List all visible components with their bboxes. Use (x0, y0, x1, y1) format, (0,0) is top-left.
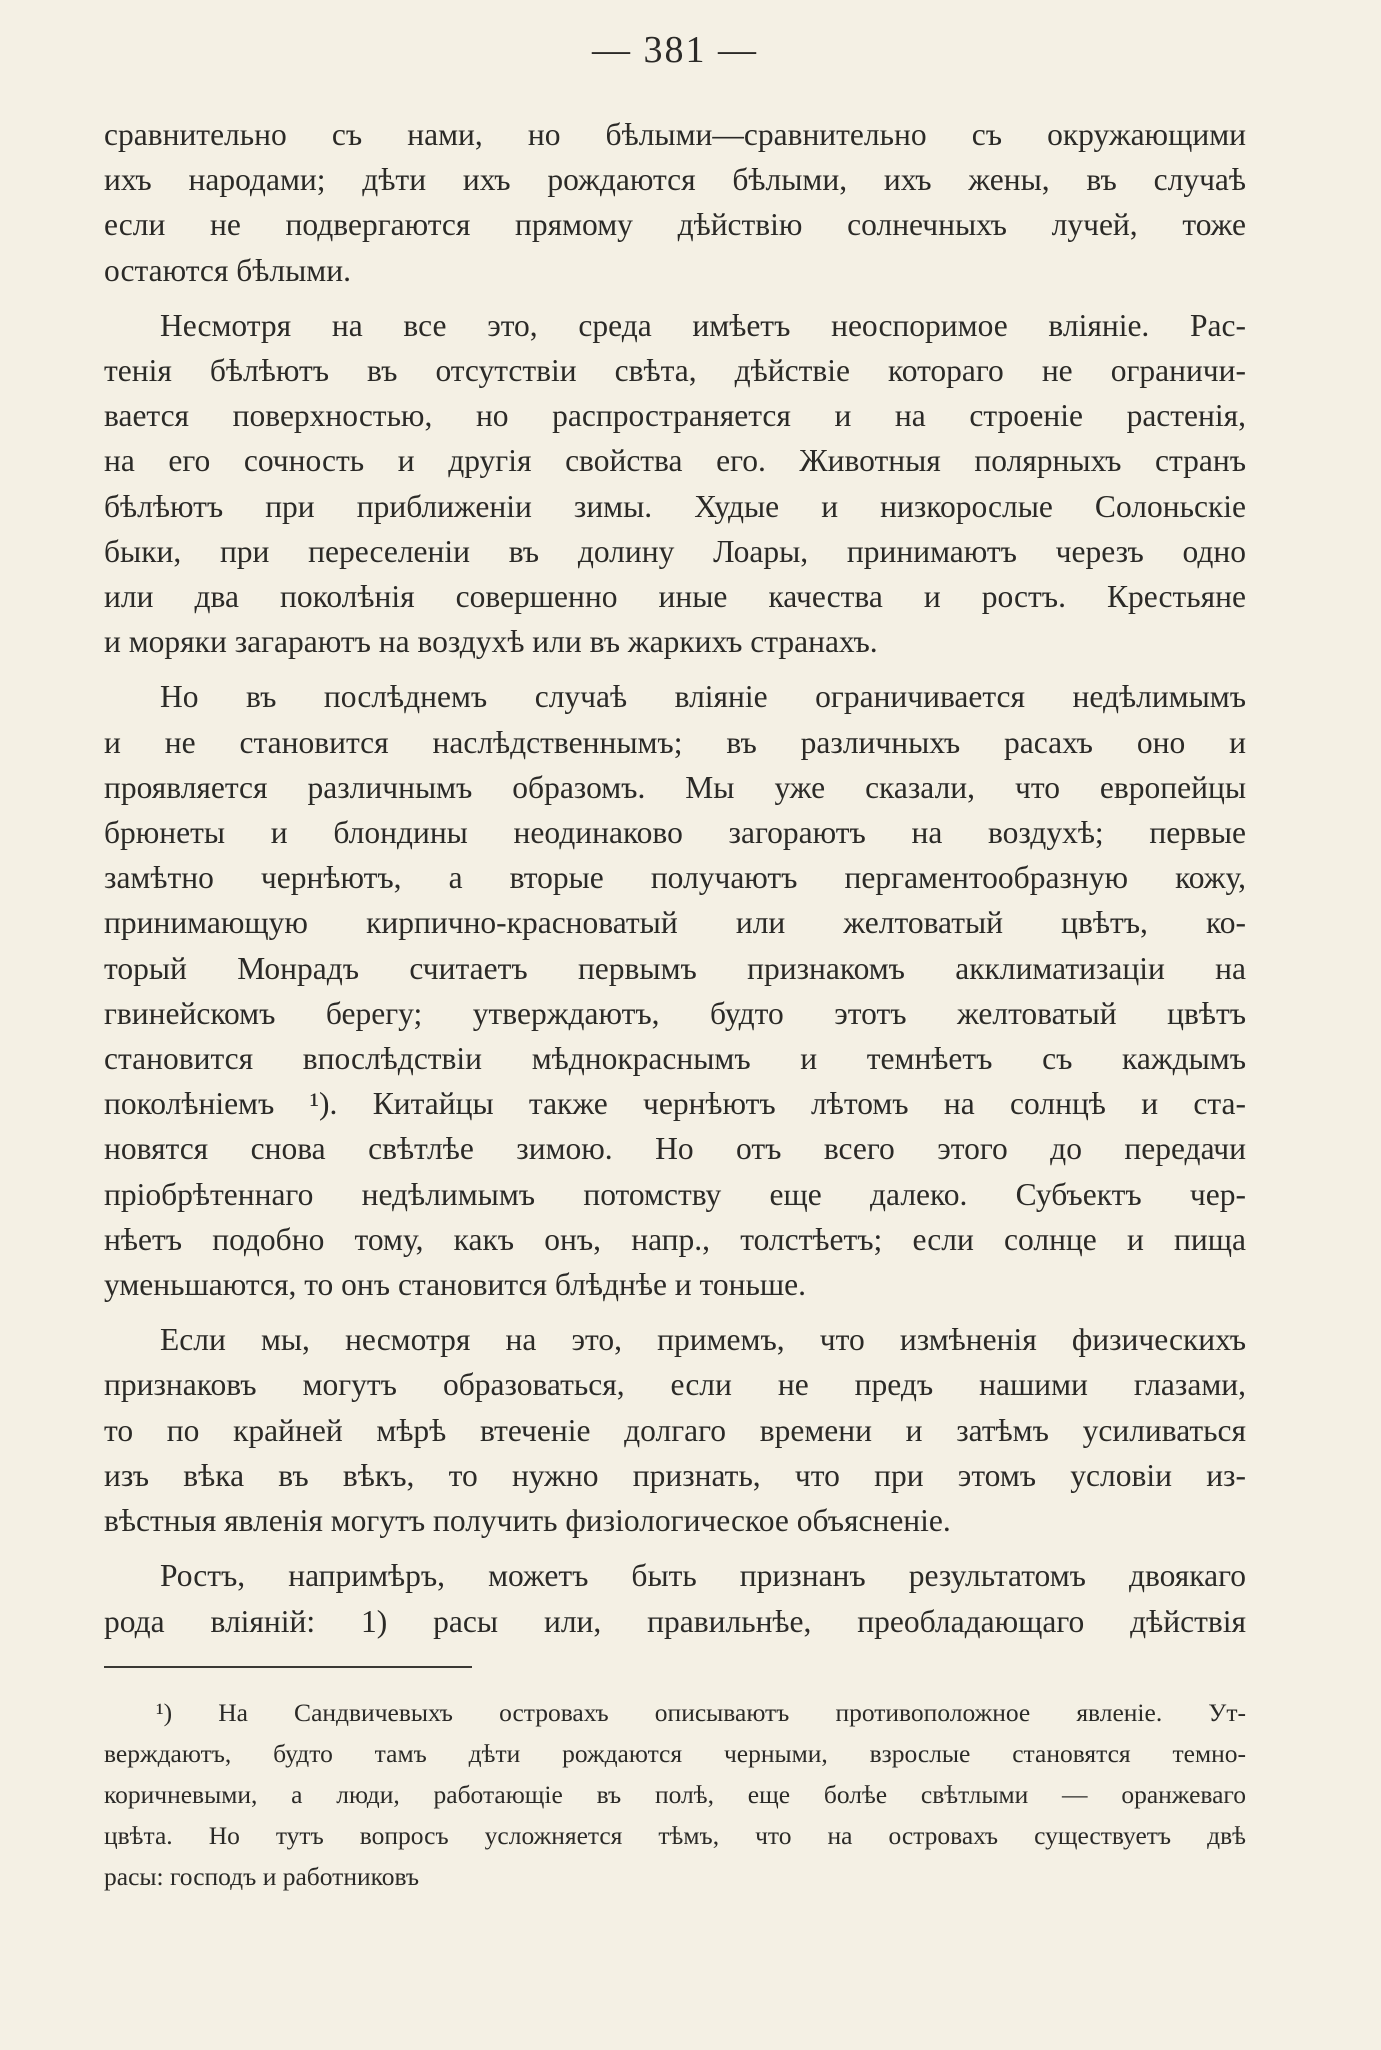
paragraph-1 (104, 112, 1246, 293)
paragraph-3 (104, 674, 1246, 1307)
text-line: ихъ народами; дѣти ихъ рождаются бѣлыми, ихъ жены, въ случаѣ (104, 162, 1246, 198)
text-line: вается поверхностью, но распространяется и на строеніе растенія, (104, 398, 1246, 434)
footnote-divider (104, 1666, 472, 1668)
paragraph-4 (104, 1317, 1246, 1543)
paragraph-5 (104, 1553, 1246, 1643)
text-line: гвинейскомъ берегу; утверждаютъ, будто этотъ желтоватый цвѣтъ (104, 995, 1246, 1031)
footnote-line: ¹) На Сандвичевыхъ островахъ описываютъ противоположное явленіе. Ут- (156, 1697, 1246, 1727)
text-line: становится впослѣдствіи мѣднокраснымъ и темнѣетъ съ каждымъ (104, 1041, 1246, 1077)
text-line: рода вліяній: 1) расы или, правильнѣе, преобладающаго дѣйствія (104, 1603, 1246, 1639)
text-line: принимающую кирпично-красноватый или желтоватый цвѣтъ, ко- (104, 905, 1246, 941)
text-line: Если мы, несмотря на это, примемъ, что измѣненія физическихъ (160, 1322, 1246, 1358)
main-text (104, 112, 1246, 1644)
text-line: остаются бѣлыми. (104, 252, 351, 288)
text-line: тенія бѣлѣютъ въ отсутствіи свѣта, дѣйствіе котораго не ограничи- (104, 353, 1246, 389)
text-line: торый Монрадъ считаетъ первымъ признакомъ акклиматизаціи на (104, 950, 1246, 986)
text-line: брюнеты и блондины неодинаково загораютъ на воздухѣ; первые (104, 815, 1246, 851)
text-line: проявляется различнымъ образомъ. Мы уже сказали, что европейцы (104, 769, 1246, 805)
text-line: на его сочность и другія свойства его. Животныя полярныхъ странъ (104, 443, 1246, 479)
text-line: уменьшаются, то онъ становится блѣднѣе и тоньше. (104, 1267, 806, 1303)
text-line: признаковъ могутъ образоваться, если не предъ нашими глазами, (104, 1367, 1246, 1403)
footnote (104, 1692, 1246, 1897)
text-line: и моряки загараютъ на воздухѣ или въ жаркихъ странахъ. (104, 624, 878, 660)
text-line: и не становится наслѣдственнымъ; въ различныхъ расахъ оно и (104, 724, 1246, 760)
text-line: нѣетъ подобно тому, какъ онъ, напр., толстѣетъ; если солнце и пища (104, 1221, 1246, 1257)
text-line: бѣлѣютъ при приближеніи зимы. Худые и низкорослые Солоньскіе (104, 488, 1246, 524)
text-line: поколѣніемъ ¹). Китайцы также чернѣютъ лѣтомъ на солнцѣ и ста- (104, 1086, 1246, 1122)
footnote-line: цвѣта. Но тутъ вопросъ усложняется тѣмъ, что на островахъ существуетъ двѣ (104, 1820, 1246, 1850)
text-line: или два поколѣнія совершенно иные качества и ростъ. Крестьяне (104, 579, 1246, 615)
text-line: пріобрѣтеннаго недѣлимымъ потомству еще далеко. Субъектъ чер- (104, 1176, 1246, 1212)
text-line: вѣстныя явленія могутъ получить физіологическое объясненіе. (104, 1503, 951, 1539)
text-line: Несмотря на все это, среда имѣетъ неоспоримое вліяніе. Рас- (160, 307, 1246, 343)
page-number: — 381 — (592, 29, 758, 71)
text-line: изъ вѣка въ вѣкъ, то нужно признать, что при этомъ условіи из- (104, 1457, 1246, 1493)
text-line: сравнительно съ нами, но бѣлыми—сравнительно съ окружающими (104, 117, 1246, 152)
footnote-line: верждаютъ, будто тамъ дѣти рождаются черными, взрослые становятся темно- (104, 1738, 1246, 1768)
text-line: новятся снова свѣтлѣе зимою. Но отъ всего этого до передачи (104, 1131, 1246, 1167)
text-line: Но въ послѣднемъ случаѣ вліяніе ограничивается недѣлимымъ (160, 679, 1246, 715)
paragraph-2 (104, 303, 1246, 665)
text-line: замѣтно чернѣютъ, а вторые получаютъ пергаментообразную кожу, (104, 860, 1246, 896)
text-line: то по крайней мѣрѣ втеченіе долгаго времени и затѣмъ усиливаться (104, 1412, 1246, 1448)
text-line: быки, при переселеніи въ долину Лоары, принимаютъ черезъ одно (104, 533, 1246, 569)
footnote-line: расы: господъ и работниковъ (104, 1861, 420, 1891)
text-line: Ростъ, напримѣръ, можетъ быть признанъ результатомъ двоякаго (160, 1558, 1246, 1594)
footnote-line: коричневыми, а люди, работающіе въ полѣ, еще болѣе свѣтлыми — оранжеваго (104, 1779, 1246, 1809)
text-line: если не подвергаются прямому дѣйствію солнечныхъ лучей, тоже (104, 207, 1246, 243)
